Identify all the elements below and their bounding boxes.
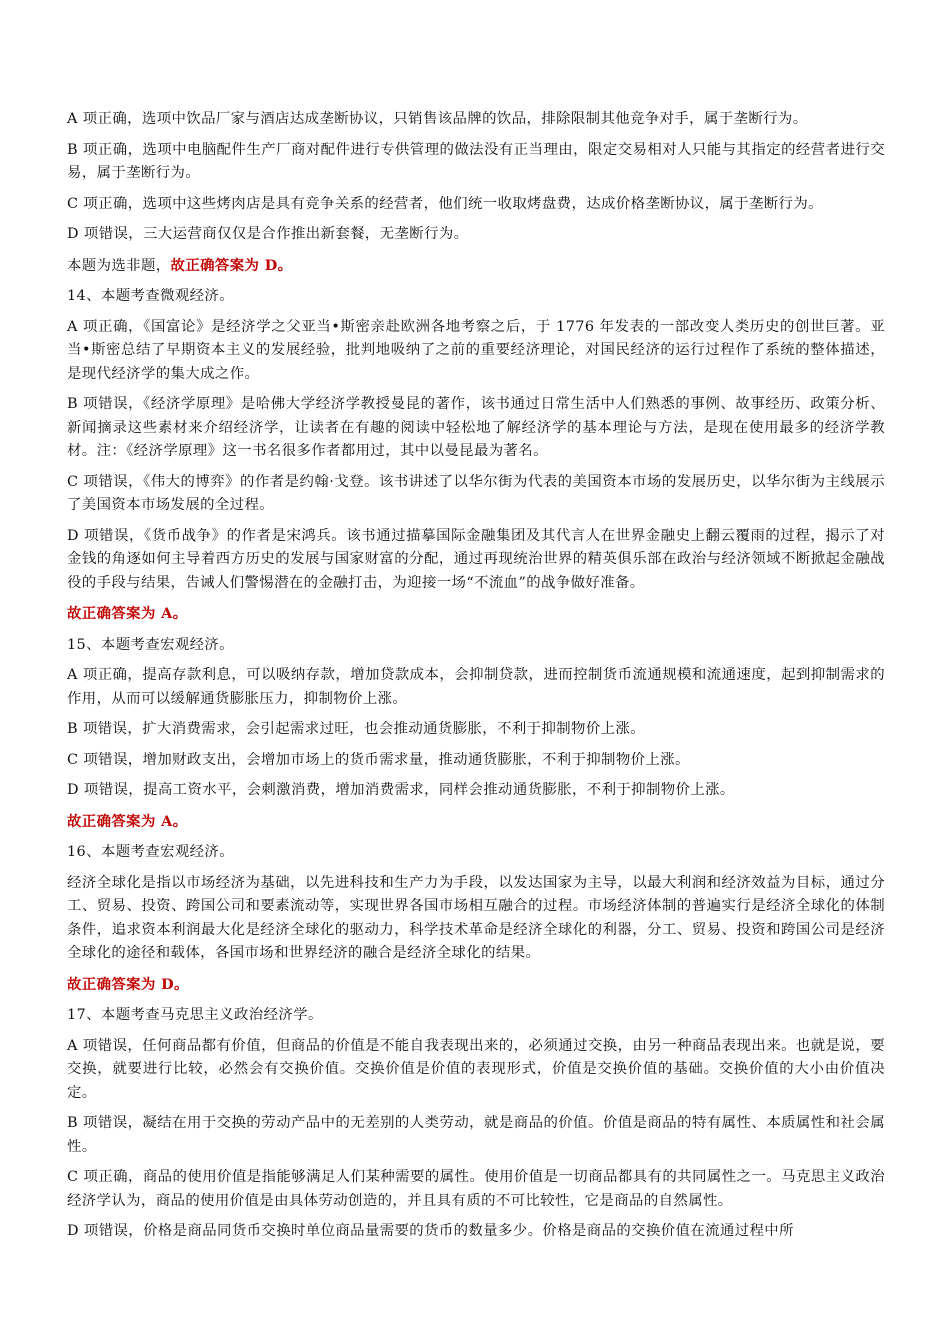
answer-line <box>67 254 885 279</box>
question-heading: 17、本题考查马克思主义政治经济学。 <box>67 1007 323 1023</box>
paragraph: B 项错误，凝结在用于交换的劳动产品中的无差别的人类劳动，就是商品的价值。价值是商品的特有属性、本质属性和社会属性。 <box>67 1115 885 1155</box>
paragraph: C 项正确，商品的使用价值是指能够满足人们某种需要的属性。使用价值是一切商品都具有的共同属性之一。马克思主义政治经济学认为，商品的使用价值是由具体劳动创造的，并且具有质的不可比较性，它是商品的自然属性。 <box>67 1169 885 1209</box>
paragraph: C 项错误，增加财政支出，会增加市场上的货币需求量，推动通货膨胀，不利于抑制物价上涨。 <box>67 751 690 768</box>
paragraph: 经济全球化是指以市场经济为基础，以先进科技和生产力为手段，以发达国家为主导，以最大利润和经济效益为目标，通过分工、贸易、投资、跨国公司和要素流动等，实现世界各国市场相互融合的过程。市场经济体制的普遍实行是经济全球化的体制条件，追求资本利润最大化是经济全球化的驱动力，科学技术革命是经济全球化的利器，分工、贸易、投资和跨国公司是经济全球化的途径和载体，各国市场和世界经济的融合是经济全球化的结果。 <box>67 874 885 961</box>
answer-line <box>67 602 885 627</box>
answer-line <box>67 973 885 998</box>
paragraph: A 项错误，任何商品都有价值，但商品的价值是不能自我表现出来的，必须通过交换，由另一种商品表现出来。也就是说，要交换，就要进行比较，必然会有交换价值。交换价值是价值的表现形式，价值是交换价值的基础。交换价值的大小由价值决定。 <box>67 1037 885 1101</box>
answer-text: 故正确答案为 D。 <box>170 256 293 274</box>
answer-text: 故正确答案为 A。 <box>67 812 188 830</box>
paragraph: C 项错误，《伟大的博弈》的作者是约翰·戈登。该书讲述了以华尔街为代表的美国资本市场的发展历史，以华尔街为主线展示了美国资本市场发展的全过程。 <box>67 473 885 513</box>
paragraph: A 项正确，提高存款利息，可以吸纳存款，增加贷款成本，会抑制贷款，进而控制货币流通规模和流通速度，起到抑制需求的作用，从而可以缓解通货膨胀压力，抑制物价上涨。 <box>67 667 885 707</box>
paragraph: B 项错误，《经济学原理》是哈佛大学经济学教授曼昆的著作，该书通过日常生活中人们熟悉的事例、故事经历、政策分析、新闻摘录这些素材来介绍经济学，让读者在有趣的阅读中轻松地了解经济学的基本理论与方法，是现在使用最多的经济学教材。注：《经济学原理》这一书名很多作者都用过，其中以曼昆最为著名。 <box>67 396 885 459</box>
paragraph: D 项错误，价格是商品同货币交换时单位商品量需要的货币的数量多少。价格是商品的交换价值在流通过程中所 <box>67 1223 794 1239</box>
question-heading: 14、本题考查微观经济。 <box>67 288 235 304</box>
paragraph: A 项正确，《国富论》是经济学之父亚当•斯密亲赴欧洲各地考察之后，于 1776 年发表的一部改变人类历史的创世巨著。亚当•斯密总结了早期资本主义的发展经验，批判地吸纳了之前的重要经济理论，对国民经济的运行过程作了系统的整体描述，是现代经济学的集大成之作。 <box>67 318 885 382</box>
paragraph: D 项错误，三大运营商仅仅是合作推出新套餐，无垄断行为。 <box>67 226 469 242</box>
paragraph: B 项错误，扩大消费需求，会引起需求过旺，也会推动通货膨胀，不利于抑制物价上涨。 <box>67 721 645 737</box>
answer-line <box>67 810 885 835</box>
question-heading: 16、本题考查宏观经济。 <box>67 844 235 860</box>
question-heading: 15、本题考查宏观经济。 <box>67 636 235 653</box>
answer-text: 故正确答案为 D。 <box>67 975 189 993</box>
paragraph: D 项错误，提高工资水平，会刺激消费，增加消费需求，同样会推动通货膨胀，不利于抑制物价上涨。 <box>67 782 735 798</box>
paragraph: D 项错误，《货币战争》的作者是宋鸿兵。该书通过描摹国际金融集团及其代言人在世界金融史上翻云覆雨的过程，揭示了对金钱的角逐如何主导着西方历史的发展与国家财富的分配，通过再现统治世界的精英俱乐部在政治与经济领域不断掀起金融战役的手段与结果，告诫人们警惕潜在的金融打击，为迎接一场“不流血”的战争做好准备。 <box>67 527 885 591</box>
document-page <box>67 108 885 1251</box>
paragraph: A 项正确，选项中饮品厂家与酒店达成垄断协议，只销售该品牌的饮品，排除限制其他竞争对手，属于垄断行为。 <box>67 111 808 127</box>
paragraph: B 项正确，选项中电脑配件生产厂商对配件进行专供管理的做法没有正当理由，限定交易相对人只能与其指定的经营者进行交易，属于垄断行为。 <box>67 141 885 181</box>
answer-text: 故正确答案为 A。 <box>67 605 188 622</box>
paragraph: C 项正确，选项中这些烤肉店是具有竞争关系的经营者，他们统一收取烤盘费，达成价格垄断协议，属于垄断行为。 <box>67 195 823 212</box>
answer-prefix: 本题为选非题， <box>67 257 171 274</box>
